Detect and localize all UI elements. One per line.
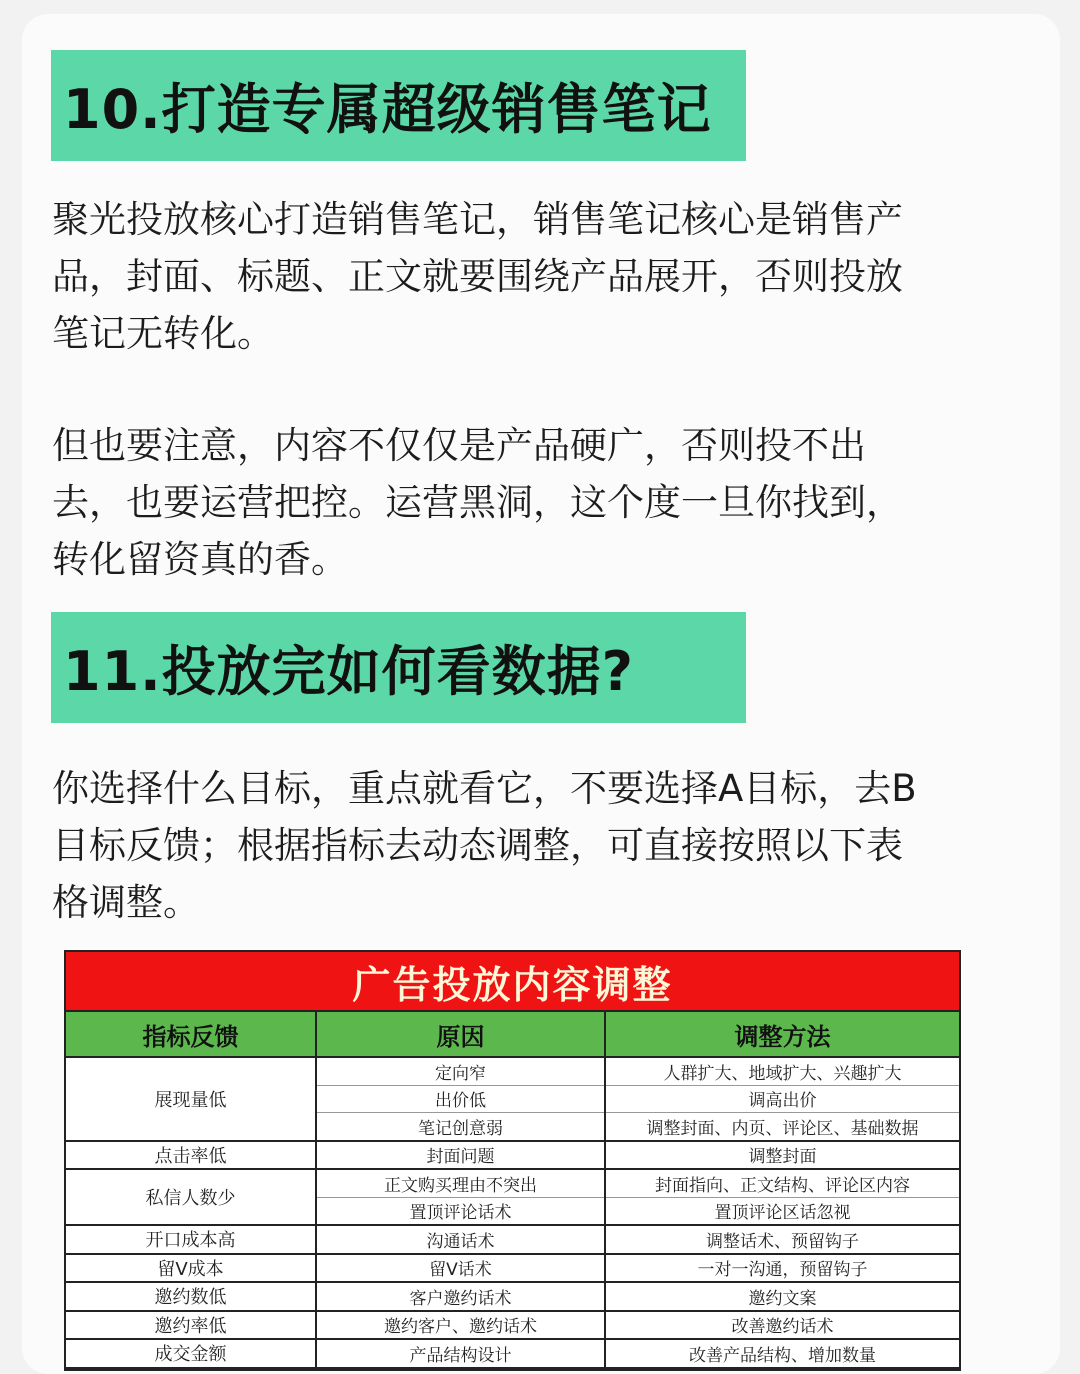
metric-cell: 私信人数少	[66, 1169, 316, 1225]
ad-adjustment-table	[64, 950, 961, 1371]
table-row	[66, 1339, 959, 1368]
table-body	[66, 1057, 959, 1368]
metric-cell: 点击率低	[66, 1141, 316, 1170]
metric-cell: 留V成本	[66, 1254, 316, 1283]
method-cell: 置顶评论区话忽视	[605, 1197, 959, 1225]
section-11-title: 11.投放完如何看数据?	[63, 640, 634, 703]
header-reason: 原因	[316, 1012, 605, 1057]
paragraph-line: 但也要注意，内容不仅仅是产品硬广，否则投不出	[52, 424, 866, 467]
method-cell: 调高出价	[605, 1085, 959, 1113]
reason-cell: 留V话术	[316, 1254, 605, 1283]
metric-cell: 成交金额	[66, 1339, 316, 1368]
paragraph-line: 转化留资真的香。	[52, 538, 348, 581]
paragraph-line: 目标反馈；根据指标去动态调整，可直接按照以下表	[52, 824, 903, 867]
method-cell: 调整封面、内页、评论区、基础数据	[605, 1113, 959, 1141]
metric-cell: 邀约数低	[66, 1282, 316, 1311]
table-title: 广告投放内容调整	[66, 952, 959, 1012]
method-cell: 封面指向、正文结构、评论区内容	[605, 1169, 959, 1197]
metric-cell: 开口成本高	[66, 1225, 316, 1254]
reason-cell: 定向窄	[316, 1057, 605, 1085]
table-row	[66, 1225, 959, 1254]
table-row	[66, 1169, 959, 1197]
paragraph-line: 笔记无转化。	[52, 312, 274, 355]
reason-cell: 邀约客户、邀约话术	[316, 1311, 605, 1340]
reason-cell: 出价低	[316, 1085, 605, 1113]
method-cell: 人群扩大、地域扩大、兴趣扩大	[605, 1057, 959, 1085]
reason-cell: 正文购买理由不突出	[316, 1169, 605, 1197]
metric-cell: 展现量低	[66, 1057, 316, 1141]
method-cell: 改善邀约话术	[605, 1311, 959, 1340]
section-11-paragraph	[52, 760, 972, 931]
table-row	[66, 1057, 959, 1085]
reason-cell: 客户邀约话术	[316, 1282, 605, 1311]
section-10-title: 10.打造专属超级销售笔记	[63, 78, 712, 141]
table-row	[66, 1141, 959, 1170]
header-method: 调整方法	[605, 1012, 959, 1057]
paragraph-line: 你选择什么目标，重点就看它，不要选择A目标，去B	[52, 767, 917, 810]
method-cell: 调整话术、预留钩子	[605, 1225, 959, 1254]
table-row	[66, 1254, 959, 1283]
table-row	[66, 1282, 959, 1311]
table-row	[66, 1311, 959, 1340]
paragraph-line: 聚光投放核心打造销售笔记，销售笔记核心是销售产	[52, 198, 903, 241]
method-cell: 调整封面	[605, 1141, 959, 1170]
reason-cell: 产品结构设计	[316, 1339, 605, 1368]
section-11-heading	[51, 612, 746, 723]
section-10-heading	[51, 50, 746, 161]
reason-cell: 置顶评论话术	[316, 1197, 605, 1225]
reason-cell: 沟通话术	[316, 1225, 605, 1254]
section-10-paragraph-2	[52, 417, 972, 588]
method-cell: 改善产品结构、增加数量	[605, 1339, 959, 1368]
section-10-paragraph-1	[52, 191, 972, 362]
header-metric: 指标反馈	[66, 1012, 316, 1057]
metric-cell: 邀约率低	[66, 1311, 316, 1340]
paragraph-line: 品，封面、标题、正文就要围绕产品展开，否则投放	[52, 255, 903, 298]
paragraph-line: 去，也要运营把控。运营黑洞，这个度一旦你找到，	[52, 481, 903, 524]
paragraph-line: 格调整。	[52, 881, 200, 924]
method-cell: 一对一沟通，预留钩子	[605, 1254, 959, 1283]
reason-cell: 笔记创意弱	[316, 1113, 605, 1141]
reason-cell: 封面问题	[316, 1141, 605, 1170]
method-cell: 邀约文案	[605, 1282, 959, 1311]
